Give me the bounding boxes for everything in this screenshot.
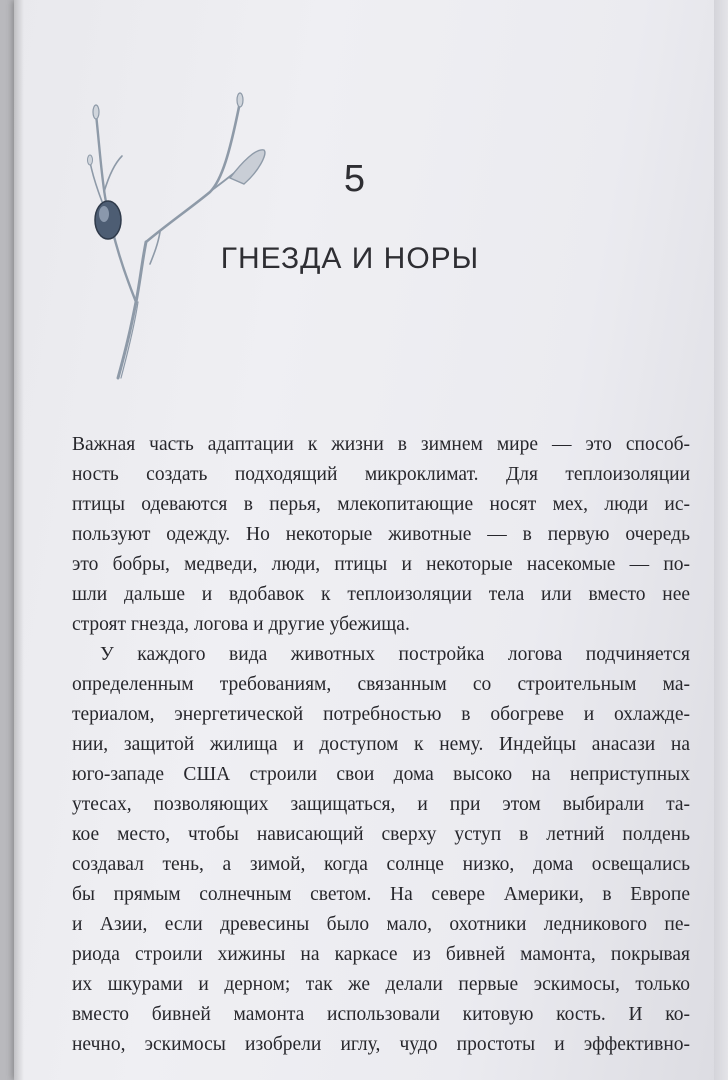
text-line: кое место, чтобы нависающий сверху уступ в летний полдень [72,824,690,845]
branch-with-cocoon-icon [80,92,280,382]
text-line: нечно, эскимосы изобрели иглу, чудо простоты и эффективно- [72,1034,690,1055]
paragraph-2 [72,640,690,1060]
page-right-edge [714,0,728,1080]
text-line: риода строили хижины на каркасе из бивней мамонта, покрывая [72,944,690,965]
text-line: их шкурами и дерном; так же делали первые эскимосы, только [72,974,690,995]
chapter-number: 5 [343,158,367,200]
text-line: строят гнезда, логова и другие убежища. [72,614,410,635]
chapter-title: ГНЕЗДА И НОРЫ [220,242,480,275]
text-line: определенным требованиям, связанным со строительным ма- [72,674,690,695]
text-line: это бобры, медведи, люди, птицы и некоторые насекомые — по- [72,554,690,575]
text-line: Важная часть адаптации к жизни в зимнем мире — это способ- [72,434,690,455]
text-line: У каждого вида животных постройка логова подчиняется [100,644,690,665]
text-line: создавал тень, а зимой, когда солнце низко, дома освещались [72,854,690,875]
text-line: вместо бивней мамонта использовали китовую кость. И ко- [72,1004,690,1025]
text-line: ность создать подходящий микроклимат. Для теплоизоляции [72,464,690,485]
text-line: пользуют одежду. Но некоторые животные — в первую очередь [72,524,690,545]
page-gutter-shadow [14,0,24,1080]
paragraph-1 [72,430,690,640]
text-line: и Азии, если древесины было мало, охотники ледникового пе- [72,914,690,935]
text-line: нии, защитой жилища и доступом к нему. Индейцы анасази на [72,734,690,755]
text-line: бы прямым солнечным светом. На севере Америки, в Европе [72,884,690,905]
text-line: утесах, позволяющих защищаться, и при этом выбирали та- [72,794,690,815]
text-line: юго-западе США строили свои дома высоко на неприступных [72,764,690,785]
text-line: шли дальше и вдобавок к теплоизоляции тела или вместо нее [72,584,690,605]
text-line: териалом, энергетической потребностью в обогреве и охлажде- [72,704,690,725]
body-text [72,430,690,1060]
text-line: птицы одеваются в перья, млекопитающие носят мех, люди ис- [72,494,690,515]
